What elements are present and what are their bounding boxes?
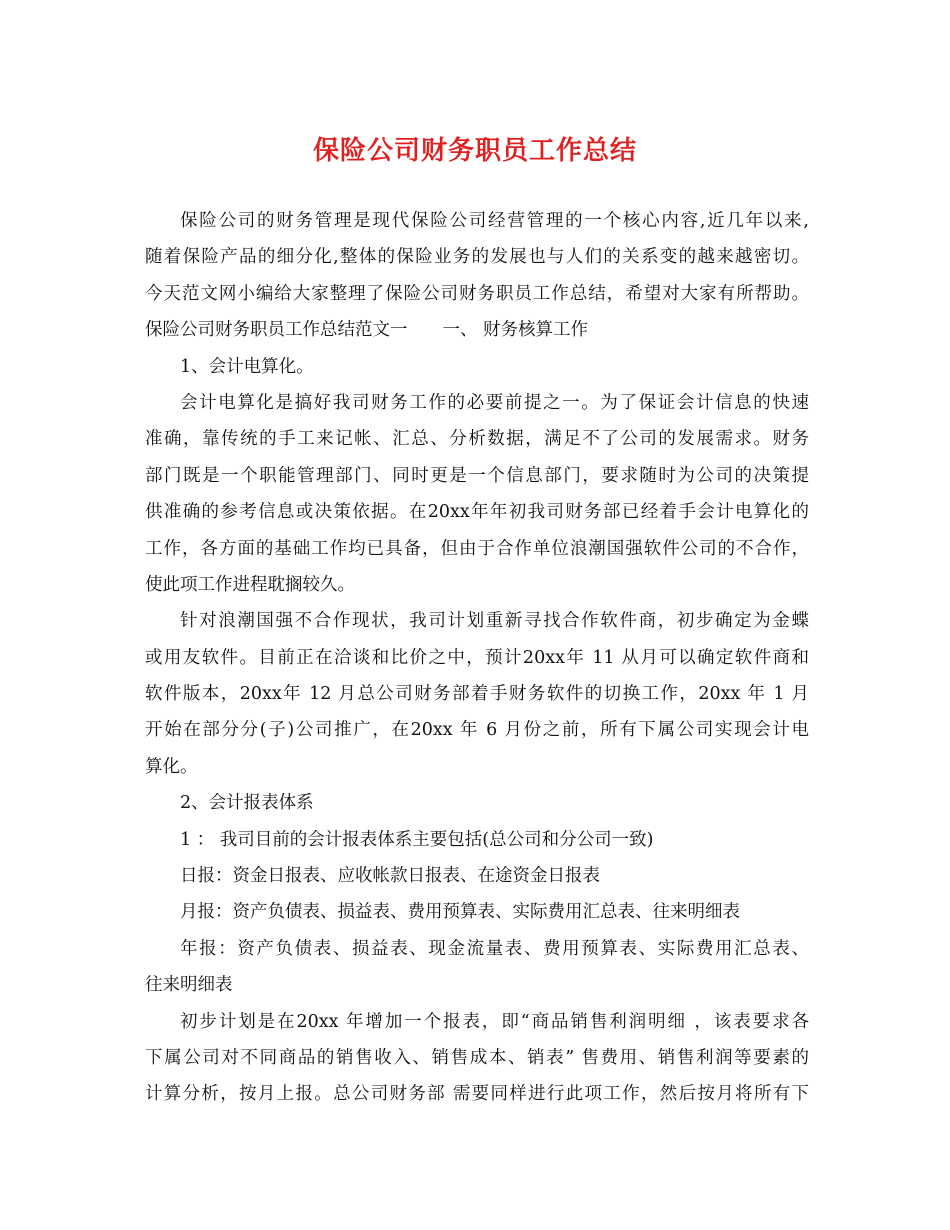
document-title: 保险公司财务职员工作总结 — [312, 136, 637, 166]
paragraph-line: 算化。 — [145, 756, 198, 777]
paragraph-line: 下属公司对不同商品的销售收入、销售成本、销表” 售费用、销售利润等要素的 — [145, 1047, 809, 1068]
paragraph-line: 往来明细表 — [145, 975, 233, 996]
paragraph-line: 今天范文网小编给大家整理了保险公司财务职员工作总结，希望对大家有所帮助。 — [145, 283, 809, 304]
paragraph-line: 软件版本，20xx年 12 月总公司财务部着手财务软件的切换工作，20xx 年 1 月 — [145, 684, 809, 705]
section-heading-line: 保险公司财务职员工作总结范文一 一、 财务核算工作 — [145, 320, 589, 341]
paragraph-line: 随着保险产品的细分化,整体的保险业务的发展也与人们的关系变的越来越密切。 — [145, 247, 809, 268]
document-body — [145, 203, 809, 1113]
paragraph-line: 保险公司的财务管理是现代保险公司经营管理的一个核心内容,近几年以来, — [180, 211, 809, 231]
paragraph-line: 月报：资产负债表、损益表、费用预算表、实际费用汇总表、往来明细表 — [180, 902, 740, 923]
paragraph-line: 初步计划是在20xx 年增加一个报表，即“商品销售利润明细 ，该表要求各 — [180, 1011, 809, 1032]
paragraph-line: 日报：资金日报表、应收帐款日报表、在途资金日报表 — [180, 866, 600, 887]
paragraph-line: 计算分析，按月上报。总公司财务部 需要同样进行此项工作，然后按月将所有下 — [145, 1084, 809, 1105]
paragraph-line: 1 ： 我司目前的会计报表体系主要包括(总公司和分公司一致) — [180, 829, 654, 850]
paragraph-line: 使此项工作进程耽搁较久。 — [145, 574, 355, 595]
paragraph-line: 工作，各方面的基础工作均已具备，但由于合作单位浪潮国强软件公司的不合作， — [145, 538, 809, 559]
paragraph-line: 部门既是一个职能管理部门、同时更是一个信息部门，要求随时为公司的决策提 — [145, 465, 809, 486]
subsection-heading: 1、会计电算化。 — [180, 356, 314, 377]
paragraph-line: 年报：资产负债表、损益表、现金流量表、费用预算表、实际费用汇总表、 — [180, 938, 809, 959]
paragraph-line: 会计电算化是搞好我司财务工作的必要前提之一。为了保证会计信息的快速 — [180, 392, 809, 413]
paragraph-line: 供准确的参考信息或决策依据。在20xx年年初我司财务部已经着手会计电算化的 — [145, 502, 809, 523]
paragraph-line: 开始在部分分(子)公司推广，在20xx 年 6 月份之前，所有下属公司实现会计电 — [145, 720, 809, 741]
paragraph-line: 准确，靠传统的手工来记帐、汇总、分析数据，满足不了公司的发展需求。财务 — [145, 429, 809, 450]
paragraph-line: 针对浪潮国强不合作现状，我司计划重新寻找合作软件商，初步确定为金蝶 — [180, 611, 809, 632]
subsection-heading: 2、会计报表体系 — [180, 793, 314, 814]
paragraph-line: 或用友软件。目前正在洽谈和比价之中，预计20xx年 11 从月可以确定软件商和 — [145, 647, 809, 668]
